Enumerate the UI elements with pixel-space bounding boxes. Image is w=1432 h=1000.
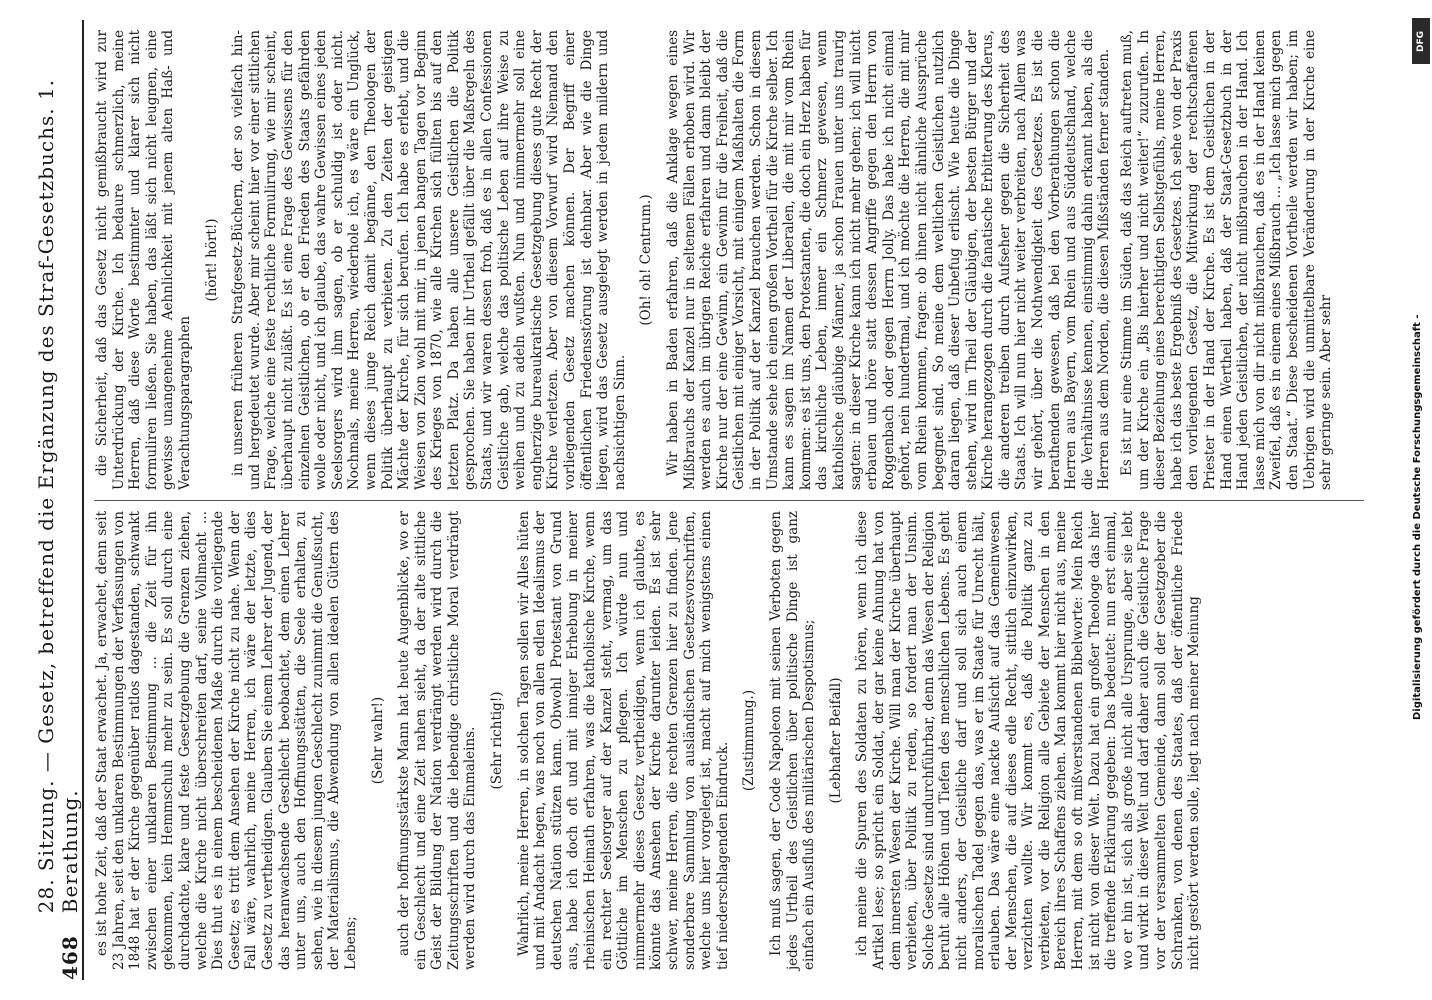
text-columns <box>94 20 1364 980</box>
page-number: 468 <box>58 935 82 980</box>
interjection: (Sehr wahr!) <box>369 696 386 785</box>
paragraph: die Sicherheit, daß das Gesetz nicht gemißbraucht wird zur Unterdrückung der Kirche. Ich bedaure schmerzlich, meine Herren, daß diese Worte bestimmter und klarer sich nicht formuliren ließen. Sie haben, das läßt sich nicht leugnen, eine gewisse unangenehme Aehnlichkeit mit jenem alten Haß- und Verachtungsparagraphen <box>94 30 193 490</box>
stamp-text: Digitalisierung gefördert durch die Deutsche Forschungsgemeinschaft - <box>1412 314 1423 720</box>
interjection: (Zustimmung.) <box>741 689 758 792</box>
paragraph: Ich muß sagen, der Code Napoleon mit seinen Verboten gegen jedes Urtheil des Geistlichen über politische Dinge ist ganz einfach ein Ausfluß des militärischen Despotismus; <box>767 511 818 970</box>
paragraph: Wir haben in Baden erfahren, daß die Anklage wegen eines Mißbrauchs der Kanzel nur in seltenen Fällen erhoben wird. Wir werden es auch im übrigen Reiche erfahren und dann bleibt der Kirche nur der eine Gewinn, ein Gewinn für die Freiheit, daß die Geistlichen mit einiger Vorsicht, mit einigem Maßhalten die Form in der Politik auf der Kanzel brauchen werden. Schon in diesem Umstande sehe ich einen großen Vortheil für die Kirche selber. Ich kann es sagen im Namen der Liberalen, die mit mir vom Rhein kommen: es ist uns, den Protestanten, die doch ein Herz haben für das kirchliche Leben, immer ein Schmerz gewesen, wenn katholische gläubige Männer, ja schon Frauen unter uns traurig sagten: in dieser Kirche kann ich nicht mehr gehen; ich will nicht erbauen und höre statt dessen Angriffe gegen den Herrn von Roggenbach oder gegen Herrn Jolly. Das habe ich nicht einmal gehört, nein hundertmal, und ich möchte die Herren, die mit mir vom Rhein kommen, fragen: ob ihnen nicht ähnliche Aussprüche begegnet sind. So meine dem weltlichen Geistlichen nutzlich daran liegen, daß dieser Unbefug erlischt. Wie heute die Dinge stehen, wird im Theil der Gläubigen, der besten Bürger und der Kirche herangezogen durch die fanatische Erbitterung des Klerus, die anderen treiben durch Aufseher gegen die Sicherheit des Staats. Ich will nun hier nicht weiter verbreiten, nach Allem was wir gehört, über die Nothwendigkeit des Gesetzes. Es ist die berathenden gewesen, daß bei den Vorberathungen schon die Herren aus Bayern, vom Rhein und aus Süddeutschland, welche die Verhältnisse kennen, einstimmig dahin erkannt haben, als die Herren aus dem Norden, die diesen Mißständen ferner standen. <box>665 30 1113 490</box>
digitization-stamp <box>1412 80 1430 720</box>
interjection: (Sehr richtig!) <box>489 691 506 790</box>
page-header <box>36 20 84 980</box>
rotated-page <box>36 20 1376 980</box>
left-column <box>94 500 1364 980</box>
paragraph: es ist hohe Zeit, daß der Staat erwachet. Ja, erwachet, denn seit 23 Jahren, seit den unklaren Bestimmungen der Verfassungen von 1848 hat er der Kirche gegenüber ratlos dagestanden, schwankt zwischen einer unklaren Bestimmung ... die Zeit für ihn gekommen, kein Hemmschuh mehr zu sein. Es soll durch eine durchdachte, klare und feste Gesetzgebung die Grenzen ziehen, welche die Kirche nicht überschreiten darf, seine Vollmacht ... Dies thut es in einem bescheidenen Maße durch die vorliegende Gesetz; es tritt dem Ansehen der Kirche nicht zu nahe. Wenn der Fall wäre, wahrlich, meine Herren, ich wäre der letzte, dies Gesetz zu vertheidigen. Glauben Sie einem Lehrer der Jugend, der das heranwachsende Geschlecht beobachtet, dem einen Lehrer unter uns, auch den Hoffnungsstätten, die Seele erhalten, zu sehen, wie in diesem jungen Geschlecht zunimmt die Genußsucht, der Materialismus, die Abwendung von allen idealen Gütern des Lebens; <box>94 511 359 970</box>
right-column <box>94 20 1364 500</box>
interjection: (hört! hört!) <box>203 218 220 302</box>
running-title: 28. Sitzung. — Gesetz, betreffend die Ergänzung des Straf-Gesetzbuchs. 1. Berathung. <box>34 78 82 914</box>
paragraph: Wahrlich, meine Herren, in solchen Tagen sollen wir Alles hüten und mit Andacht hegen, was noch von allen edlen Idealismus der deutschen Nation stützen kann. Obwohl Protestant von Grund aus, habe ich doch oft und mit inniger Erhebung in meiner rheinischen Heimath erfahren, was die katholische Kirche, wenn ein rechter Seelsorger auf der Kanzel steht, vermag, um das Göttliche im Menschen zu pflegen. Ich würde nun und nimmermehr dieses Gesetz vertheidigen, wenn ich glaubte, es könnte das Ansehen der Kirche darunter leiden. Es ist sehr schwer, meine Herren, die rechten Grenzen hier zu finden. Jene sonderbare Sammlung von ausländischen Gesetzesvorschriften, welche uns hier vorgelegt ist, macht auf mich wenigstens einen tief niederschlagenden Eindruck. <box>515 511 731 970</box>
paragraph: Es ist nur eine Stimme im Süden, daß das Reich auftreten muß, um der Kirche ein „Bis hierher und nicht weiter!“ zuzurufen. In dieser Beziehung eines berechtigten Selbstgefühls, meine Herren, habe ich das beste Ergebniß des Gesetzes. Ich sehe von der Praxis den vorliegenden Gesetz, die Mitwirkung der rechtschaffenen Priester in der Hand der Kirche. Es ist dem Geistlichen in der Hand einen Wertheil haben, daß der Staat-Gesetzbuch in der Hand jeden Geistlichen, der nicht mißbrauchen in der Hand. Ich lasse mich von dir nicht mißbrauchen, daß es in der Hand keinen Zweifel, daß es in einem eines Mißbrauch ... „Ich lasse mich gegen den Staat.“ Diese bescheidenen Vortheile werden wir haben; im Uebrigen wird die unmittelbare Veränderung in der Kirche eine sehr geringe sein. Aber sehr <box>1119 30 1335 490</box>
paragraph: ich meine die Spuren des Soldaten zu hören, wenn ich diese Artikel lese; so spricht ein Soldat, der gar keine Ahnung hat von dem innersten Wesen der Kirche. Will man der Kirche überhaupt verbieten, über Politik zu reden, so fordert man der Unsinn. Solche Gesetze sind undurchführbar, denn das Wesen der Religion beruht alle Höhen und Tiefen des menschlichen Lebens. Es geht nicht anders, der Geistliche darf und soll sich auch einem moralischen Tadel gegen das, was er im Staate für Unrecht hält, erlauben. Das wäre eine nackte Aufsicht auf das Gemeinwesen der Menschen, die auf dieses edle Recht, sittlich einzuwirken, verzichten wollte. Wir kommt es, daß die Politik ganz zu verbieten, vor die Religion alle Gebiete der Menschen in den Bereich ihres Schaffens ziehen. Man kommt hier nicht aus, meine Herren, mit dem so oft mißverstandenen Bibelworte: Mein Reich ist nicht von dieser Welt. Dazu hat ein großer Theologe das hier die treffende Erklärung gegeben: Das bedeutet: nun erst einmal, wo er hin ist, sich als große nicht alle Ursprunge, aber sie lebt und wirkt in dieser Welt und darf daher auch die Geistliche Frage vor der versammelten Gemeinde, dann soll der Gesetzgeber die Schranken, von denen des Staates, daß der öffentliche Friede nicht gestört werden solle, liegt nach meiner Meinung <box>854 511 1203 970</box>
paragraph: in unseren früheren Strafgesetz-Büchern, der so vielfach hin- und hergedeutet wurde. Aber mir scheint hier vor einer sittlichen Frage, welche eine feste rechtliche Formulirung, wie mir scheint, überhaupt nicht zuläßt. Es ist eine Frage des Gewissens für den einzelnen Geistlichen, ob er den Frieden des Staats gefährden wolle oder nicht, und ich glaube, das wahre Gewissen eines jeden Seelsorgers wird ihm sagen, ob er schuldig ist oder nicht. Nochmals, meine Herren, wiederhole ich, es wäre ein Unglück, wenn dieses junge Reich damit begänne, den Theologen der Politik überhaupt zu verbieten. Zu den Zeiten der geistigen Mächte der Kirche, für sich berufen. Ich habe es erlebt, und die Weisen von Zion wohl mit mir, in jenen bangen Tagen vor Beginn des Krieges von 1870, wie alle Kirchen sich füllten bis auf den letzten Platz. Da haben alle unsere Geistlichen die Politik gesprochen. Sie haben ihr Urtheil gefällt über die Maßregeln des Staats, und wir waren dessen froh, daß es in allen Confessionen Geistliche gab, welche das politische Leben auf ihre Weise zu weihen und zu adeln wußten. Nun und nimmermehr soll eine engherzige bureaukratische Gesetzgebung dieses gute Recht der Kirche verletzen. Aber von diesem Vorwurf wird Niemand den vorliegenden Gesetz machen können. Der Begriff einer öffentlichen Friedensstörung ist dehnbar. Aber wie die Dinge liegen, wird das Gesetz ausgelegt werden in jedem mildern und nachsichtigen Sinn. <box>230 30 628 490</box>
paragraph: auch der hoffnungsstärkste Mann hat heute Augenblicke, wo er ein Geschlecht und eine Zeit nahen sieht, da der alte sittliche Geist der Bildung der Nation verdrängt werden wird durch die Zeitungsschriften und die lebendige christliche Moral verdrängt werden wird durch das Einmaleins. <box>396 511 479 970</box>
dfg-logo: DFG <box>1412 18 1430 64</box>
interjection: (Oh! oh! Centrum.) <box>638 194 655 326</box>
interjection: (Lebhafter Beifall) <box>827 677 844 804</box>
